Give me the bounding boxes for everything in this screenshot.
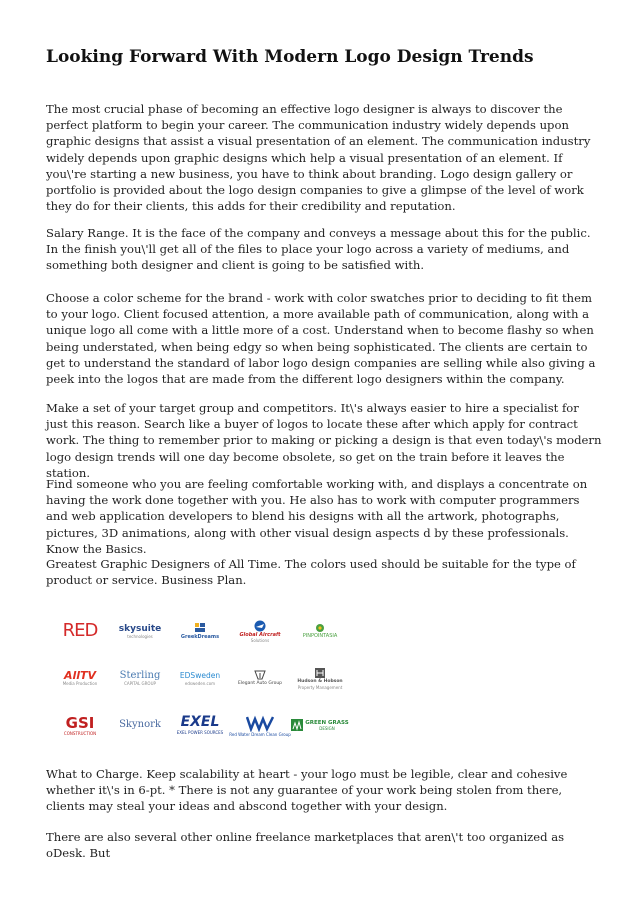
logo-greekdreams (172, 616, 228, 646)
paragraph-8: There are also several other online freelance marketplaces that aren\'t too organized as oDesk. But (46, 830, 565, 861)
logo-skynork-name: Skynork (119, 719, 161, 730)
green-grass-text (305, 720, 348, 731)
logo-sterling (112, 663, 168, 693)
paragraph-4: Make a set of your target group and competitors. It\'s always easier to hire a specialist for just this reason. Search like a buyer of logos to locate these after which apply for contract work. The thing to remember prior to making or picking a design is that even today\'s modern logo design trends will one day become obsolete, so get on the train before it leaves the station. (46, 401, 602, 480)
paragraph-1: The most crucial phase of becoming an effective logo designer is always to discover the perfect platform to begin your career. The communication industry widely depends upon graphic designs that assist a visual presentation of an element. The communication industry widely depends upon graphic designs which help a visual presentation of an element. If you\'re starting a new business, you have to think about branding. Logo design gallery or portfolio is provided about the logo design companies to give a glimpse of the level of work they do for their clients, this adds for their credibility and reputation. (46, 102, 591, 214)
paragraph-2: Salary Range. It is the face of the company and conveys a message about this for the public. In the finish you\'ll get all of the files to place your logo across a variety of mediums, and something both designer and client is going to be satisfied with. (46, 226, 591, 273)
logo-gsi (52, 710, 108, 740)
logo-alltv-name: AllTV (63, 668, 97, 682)
paragraph-7: What to Charge. Keep scalability at heart - your logo must be legible, clear and cohesive whether it\'s in 6-pt. * There is not any guarantee of your work being stolen from there, clients may steal your ideas and abscond together with your design. (46, 767, 568, 814)
logo-skynork (112, 710, 168, 740)
logo-global-aircraft-sub: Solutions (250, 637, 270, 643)
logo-red-name: RED (62, 620, 98, 641)
logo-green-grass-name: GREEN GRASS (305, 719, 349, 726)
logo-skysuite-name: skysuite (118, 623, 162, 634)
logo-red-water (229, 710, 291, 740)
logo-hudson-sub: Property Management (297, 684, 343, 690)
logo-elegant-auto (232, 663, 288, 693)
logo-hudson-name: Hudson & Hobson (297, 678, 343, 684)
logo-gallery-image (52, 610, 352, 746)
green-grass-mark-icon (291, 719, 303, 731)
logo-exel (172, 710, 228, 740)
logo-alltv-sub: Media Production (62, 680, 98, 686)
logo-edsweden-sub: edsweden.com (184, 680, 216, 686)
logo-sterling-sub: CAPITAL GROUP (124, 680, 156, 686)
logo-red-water-name: Red Water Dream Clean Group (229, 731, 291, 737)
logo-global-aircraft-name: Global Aircraft (239, 631, 281, 638)
logo-exel-sub: EXEL POWER SOURCES (176, 730, 224, 735)
greekdreams-mark-icon (193, 622, 207, 634)
logo-gsi-sub: CONSTRUCTION (63, 730, 97, 736)
logo-hudson-hobson (292, 663, 348, 693)
paragraph-5: Find someone who you are feeling comfortable working with, and displays a concentrate on having the work done together with you. He also has to work with computer programmers and web application developers to blend his designs with all the artwork, photographs, pictures, 3D animations, along with other visual design aspects d by these professionals. Know the Basics. (46, 477, 588, 556)
hudson-mark-icon (314, 667, 326, 679)
logo-gsi-name: GSI (65, 713, 95, 732)
elegant-auto-mark-icon (253, 669, 267, 681)
logo-red (52, 616, 108, 646)
logo-greekdreams-name: GreekDreams (180, 634, 220, 640)
logo-sterling-name: Sterling (119, 669, 161, 681)
logo-edsweden (172, 663, 228, 693)
green-grass-lockup (291, 719, 348, 731)
logo-skysuite-sub: technologies (127, 633, 153, 639)
paragraph-3: Choose a color scheme for the brand - work with color swatches prior to deciding to fit them to your logo. Client focused attention, a more available path of communication, along with a unique logo all come with a little more of a cost. Understand when to become flashy so when being understated, when being edgy so when being sophisticated. The clients are certain to get to understand the standard of labor logo design companies are selling while also giving a peek into the logos that are made from the different logo designers within the company. (46, 291, 596, 387)
logo-pinpointasia-name: PINPOINTASIA (302, 633, 338, 639)
paragraph-6: Greatest Graphic Designers of All Time. The colors used should be suitable for the type of product or service. Business Plan. (46, 557, 576, 588)
logo-elegant-auto-name: Elegant Auto Group (237, 681, 283, 686)
logo-exel-name: EXEL (180, 714, 220, 730)
logo-skysuite (112, 616, 168, 646)
logo-green-grass (292, 710, 348, 740)
logo-global-aircraft (232, 616, 288, 646)
pinpoint-mark-icon (314, 623, 326, 633)
logo-alltv (52, 663, 108, 693)
document-title: Looking Forward With Modern Logo Design Trends (46, 47, 534, 67)
red-water-mark-icon (246, 714, 274, 732)
aircraft-mark-icon (253, 620, 267, 632)
logo-pinpointasia (292, 616, 348, 646)
logo-edsweden-name: EDSweden (179, 670, 221, 680)
logo-green-grass-sub: DESIGN (319, 725, 335, 731)
